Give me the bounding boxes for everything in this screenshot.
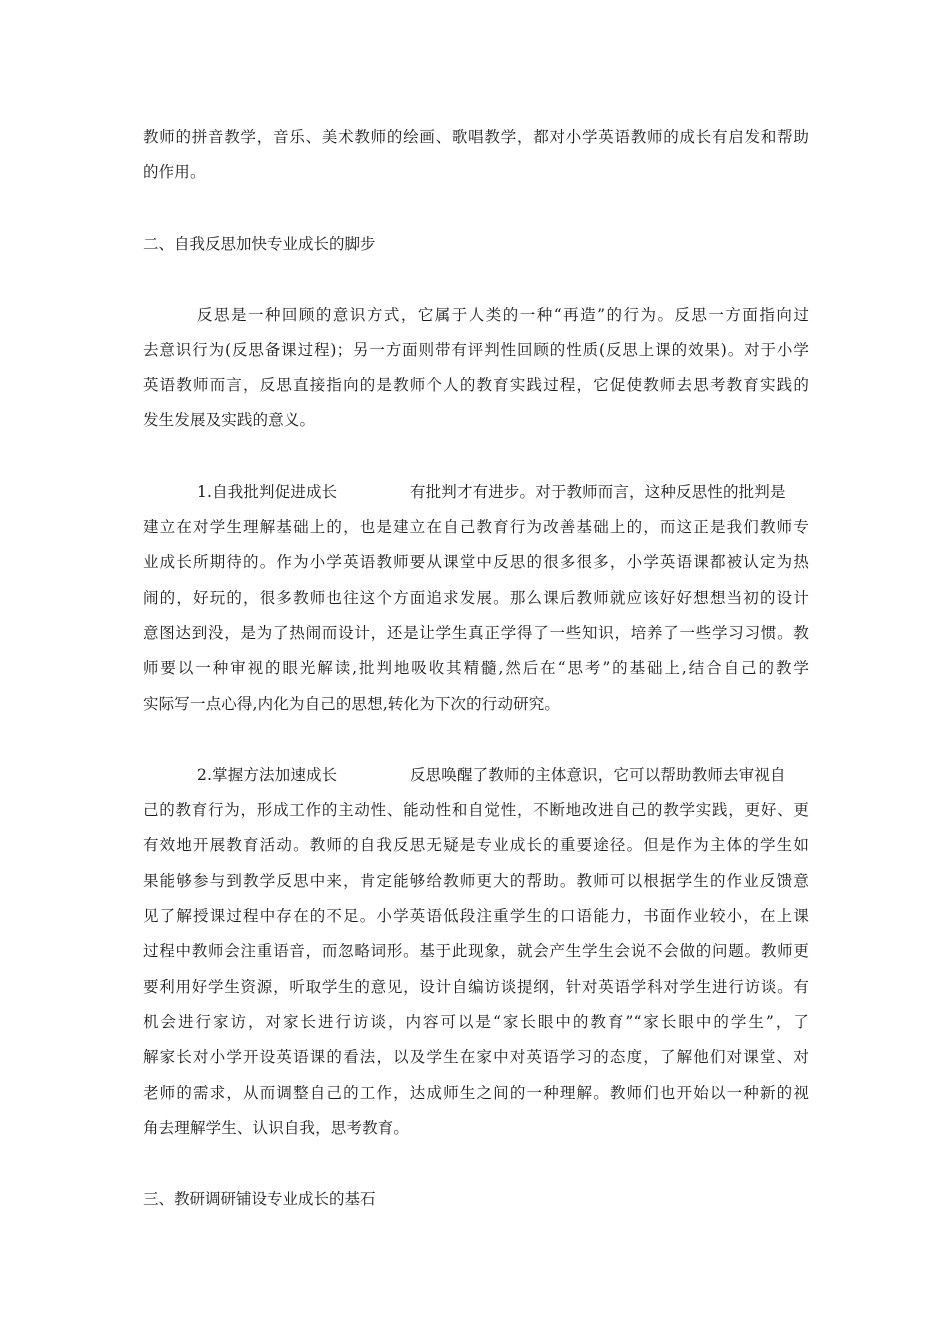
paragraph-gap: [143, 262, 809, 298]
paragraph-line: 角去理解学生、认识自我，思考教育。: [143, 1118, 410, 1137]
paragraph-gap: [143, 1146, 809, 1182]
paragraph-line: 英语教师而言，反思直接指向的是教师个人的教育实践过程，它促使教师去思考教育实践的: [143, 376, 809, 395]
paragraph-gap: [143, 191, 809, 227]
paragraph-line: 机会进行家访，对家长进行访谈，内容可以是“家长眼中的教育”“家长眼中的学生”，了: [143, 1012, 809, 1031]
paragraph-line: 要利用好学生资源，听取学生的意见，设计自编访谈提纲，针对英语学科对学生进行访谈。有: [143, 977, 809, 996]
intro-line: 教师的拼音教学，音乐、美术教师的绘画、歌唱教学，都对小学英语教师的成长有启发和帮助: [143, 128, 809, 146]
paragraph-line: 业成长所期待的。作为小学英语教师要从课堂中反思的很多很多，小学英语课都被认定为热: [143, 553, 809, 572]
document-body: [143, 120, 809, 1217]
subsection-text: 反思唤醒了教师的主体意识，它可以帮助教师去审视自: [410, 765, 786, 784]
paragraph-line: 发生发展及实践的意义。: [143, 411, 316, 430]
section-heading: 二、自我反思加快专业成长的脚步: [143, 234, 376, 253]
paragraph-line: 有效地开展教育活动。教师的自我反思无疑是专业成长的重要途径。但是作为主体的学生如: [143, 836, 809, 855]
intro-line: 的作用。: [143, 163, 206, 182]
subsection-title: 1.自我批判促进成长: [197, 482, 338, 501]
paragraph-line: 师要以一种审视的眼光解读,批判地吸收其精髓,然后在“思考”的基础上,结合自己的教学: [143, 659, 809, 678]
subsection-text: 有批判才有进步。对于教师而言，这种反思性的批判是: [410, 482, 786, 501]
paragraph-line: 意图达到没，是为了热闹而设计，还是让学生真正学得了一些知识，培养了一些学习习惯。教: [143, 623, 809, 642]
section-heading: 三、教研调研铺设专业成长的基石: [143, 1190, 376, 1209]
paragraph-gap: [143, 722, 809, 758]
paragraph-line: 反思是一种回顾的意识方式，它属于人类的一种“再造”的行为。反思一方面指向过: [197, 305, 809, 324]
paragraph-line: 解家长对小学开设英语课的看法，以及学生在家中对英语学习的态度，了解他们对课堂、对: [143, 1048, 809, 1067]
subsection-title: 2.掌握方法加速成长: [197, 765, 338, 784]
paragraph-line: 建立在对学生理解基础上的，也是建立在自己教育行为改善基础上的，而这正是我们教师专: [143, 518, 809, 537]
subsection-first-line: [143, 475, 809, 510]
paragraph-line: 老师的需求，从而调整自己的工作，达成师生之间的一种理解。教师们也开始以一种新的视: [143, 1083, 809, 1102]
paragraph-line: 己的教育行为，形成工作的主动性、能动性和自觉性，不断地改进自己的教学实践，更好、更: [143, 801, 809, 820]
paragraph-gap: [143, 439, 809, 475]
paragraph-line: 见了解授课过程中存在的不足。小学英语低段注重学生的口语能力，书面作业较小，在上课: [143, 907, 809, 926]
paragraph-line: 果能够参与到教学反思中来，肯定能够给教师更大的帮助。教师可以根据学生的作业反馈意: [143, 871, 809, 890]
paragraph-line: 实际写一点心得,内化为自己的思想,转化为下次的行动研究。: [143, 694, 561, 713]
paragraph-line: 去意识行为(反思备课过程)；另一方面则带有评判性回顾的性质(反思上课的效果)。对于小学: [143, 340, 809, 359]
paragraph-line: 过程中教师会注重语音，而忽略词形。基于此现象，就会产生学生会说不会做的问题。教师更: [143, 942, 809, 961]
paragraph-line: 闹的，好玩的，很多教师也往这个方面追求发展。那么课后教师就应该好好想想当初的设计: [143, 588, 809, 607]
subsection-first-line: [143, 758, 809, 793]
